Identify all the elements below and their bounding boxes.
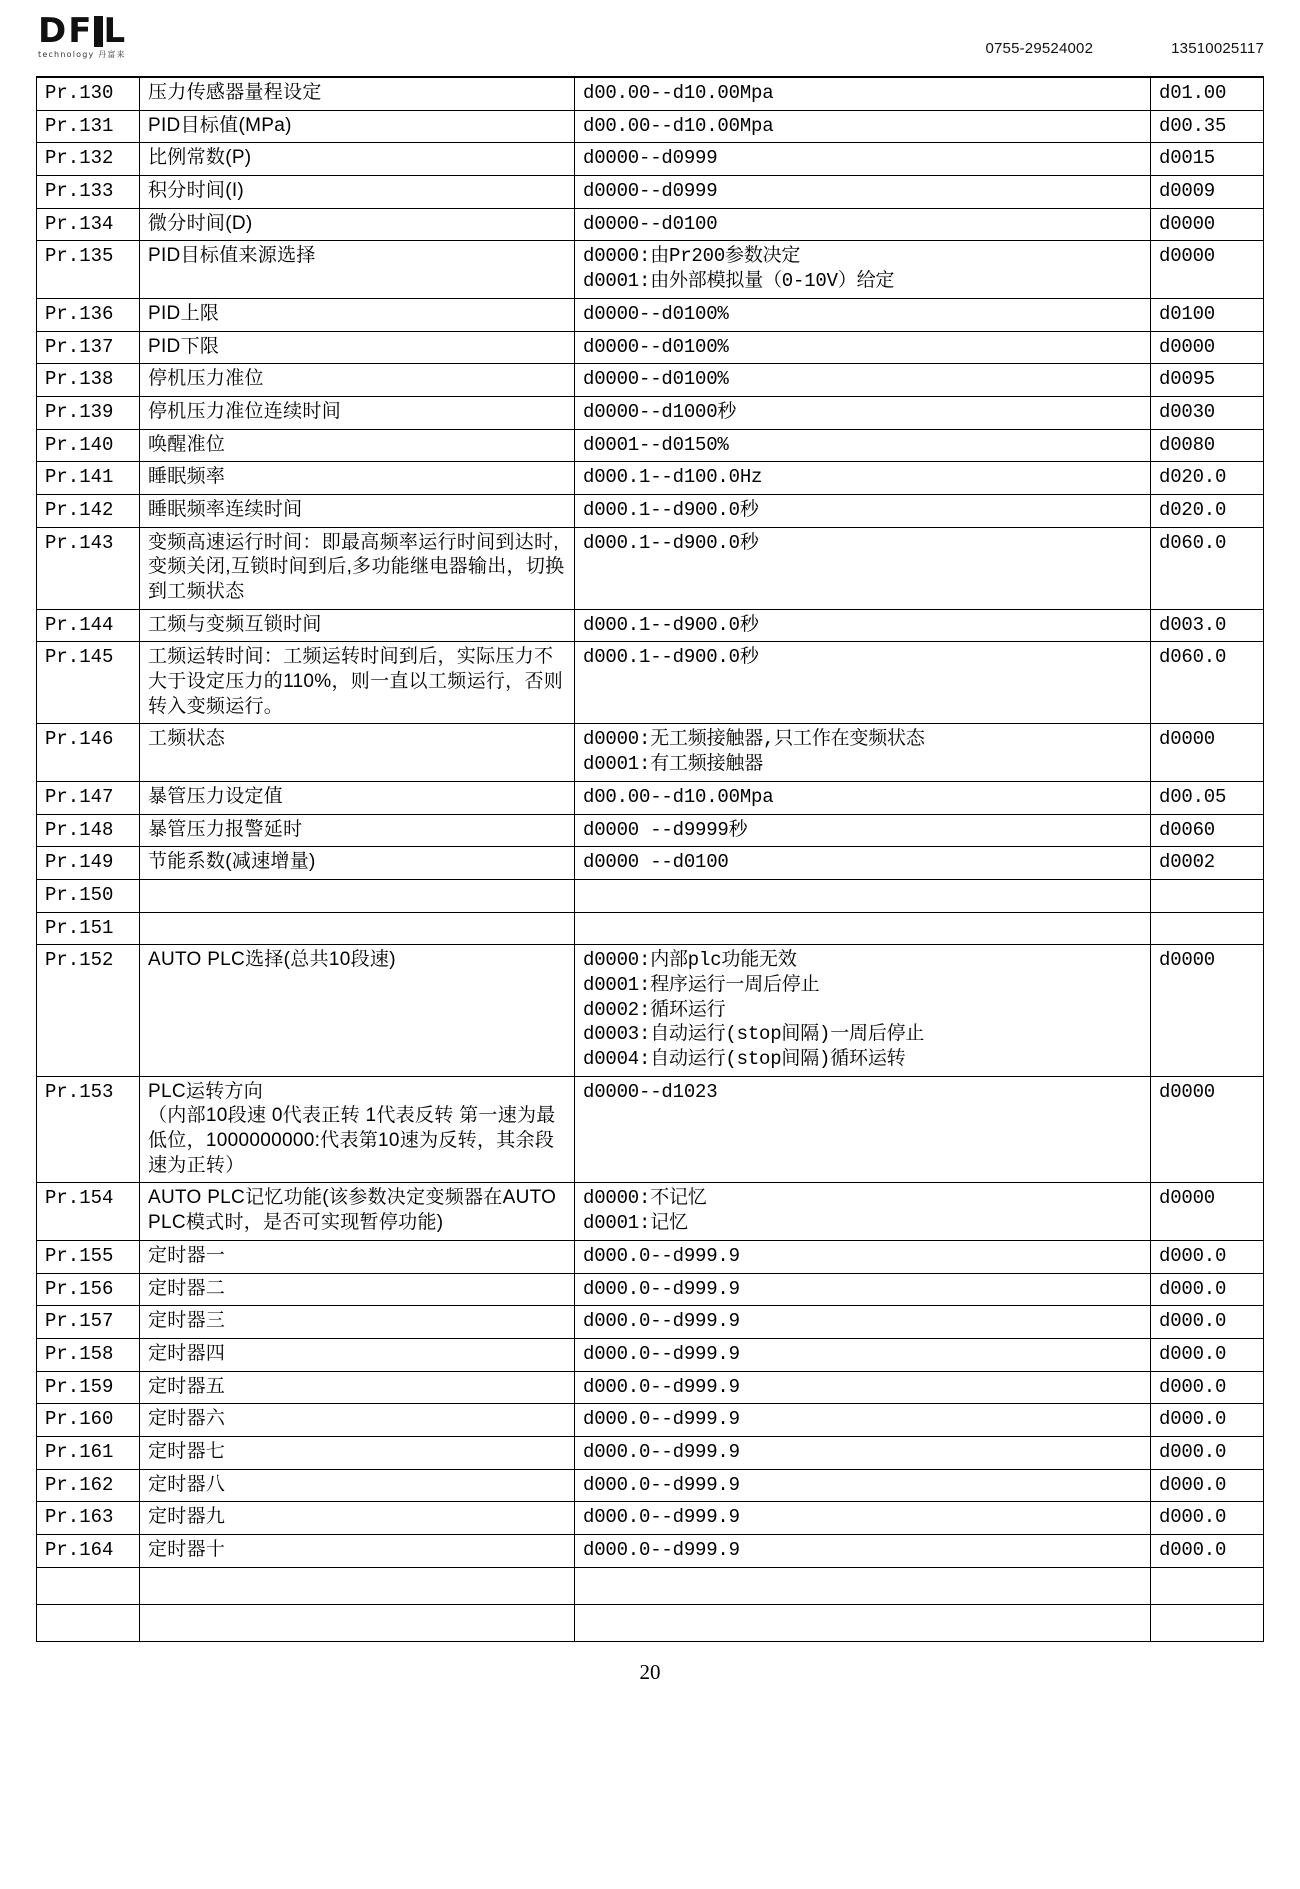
param-code: Pr.156 bbox=[37, 1273, 140, 1306]
param-code: Pr.134 bbox=[37, 208, 140, 241]
param-name: 定时器二 bbox=[140, 1273, 575, 1306]
param-code: Pr.132 bbox=[37, 143, 140, 176]
page-header bbox=[36, 11, 1264, 70]
param-name: 睡眠频率 bbox=[140, 462, 575, 495]
param-name: PLC运转方向 （内部10段速 0代表正转 1代表反转 第一速为最低位，1000000000:代表第10速为反转，其余段速为正转） bbox=[140, 1076, 575, 1183]
param-range: d0000:内部plc功能无效 d0001:程序运行一周后停止 d0002:循环运行 d0003:自动运行(stop间隔)一周后停止 d0004:自动运行(stop间隔)循环运转 bbox=[575, 945, 1151, 1076]
param-name: 停机压力准位 bbox=[140, 364, 575, 397]
parameter-table-body bbox=[37, 78, 1264, 1642]
param-default: d0000 bbox=[1151, 724, 1264, 781]
param-name: PID下限 bbox=[140, 331, 575, 364]
table-row bbox=[37, 331, 1264, 364]
table-row bbox=[37, 1502, 1264, 1535]
param-range bbox=[575, 912, 1151, 945]
param-range: d000.0--d999.9 bbox=[575, 1404, 1151, 1437]
logo-bar bbox=[94, 16, 103, 47]
table-row bbox=[37, 1371, 1264, 1404]
param-range bbox=[575, 1604, 1151, 1641]
param-name: 定时器五 bbox=[140, 1371, 575, 1404]
param-code: Pr.158 bbox=[37, 1338, 140, 1371]
param-name: 工频状态 bbox=[140, 724, 575, 781]
page-footer: 20 bbox=[639, 1659, 661, 1684]
param-default: d060.0 bbox=[1151, 527, 1264, 609]
param-code: Pr.164 bbox=[37, 1535, 140, 1568]
param-name: 停机压力准位连续时间 bbox=[140, 396, 575, 429]
table-row bbox=[37, 1273, 1264, 1306]
param-range: d0000--d0100% bbox=[575, 298, 1151, 331]
table-row bbox=[37, 1567, 1264, 1604]
param-default: d0000 bbox=[1151, 208, 1264, 241]
param-name: 暴管压力报警延时 bbox=[140, 814, 575, 847]
param-code bbox=[37, 1604, 140, 1641]
param-code: Pr.138 bbox=[37, 364, 140, 397]
param-name bbox=[140, 1567, 575, 1604]
param-default: d0100 bbox=[1151, 298, 1264, 331]
param-range: d000.1--d900.0秒 bbox=[575, 527, 1151, 609]
param-code: Pr.153 bbox=[37, 1076, 140, 1183]
param-code: Pr.161 bbox=[37, 1436, 140, 1469]
param-range: d0000--d0100% bbox=[575, 364, 1151, 397]
param-code: Pr.163 bbox=[37, 1502, 140, 1535]
param-code: Pr.146 bbox=[37, 724, 140, 781]
param-code: Pr.130 bbox=[37, 78, 140, 111]
param-code: Pr.137 bbox=[37, 331, 140, 364]
contact-phone: 0755-29524002 bbox=[985, 40, 1094, 57]
param-default: d0000 bbox=[1151, 1183, 1264, 1240]
param-code: Pr.152 bbox=[37, 945, 140, 1076]
param-range: d0000:不记忆 d0001:记忆 bbox=[575, 1183, 1151, 1240]
param-default: d00.35 bbox=[1151, 110, 1264, 143]
param-range: d0000--d0100% bbox=[575, 331, 1151, 364]
param-name: AUTO PLC选择(总共10段速) bbox=[140, 945, 575, 1076]
param-range: d0000--d0999 bbox=[575, 176, 1151, 209]
table-row bbox=[37, 1404, 1264, 1437]
param-default: d000.0 bbox=[1151, 1306, 1264, 1339]
table-row bbox=[37, 429, 1264, 462]
param-range: d0001--d0150% bbox=[575, 429, 1151, 462]
param-code: Pr.160 bbox=[37, 1404, 140, 1437]
table-row bbox=[37, 241, 1264, 298]
param-default: d0060 bbox=[1151, 814, 1264, 847]
param-name: 定时器十 bbox=[140, 1535, 575, 1568]
param-default: d000.0 bbox=[1151, 1404, 1264, 1437]
param-default: d000.0 bbox=[1151, 1371, 1264, 1404]
param-range: d000.0--d999.9 bbox=[575, 1535, 1151, 1568]
param-name: 定时器六 bbox=[140, 1404, 575, 1437]
table-row bbox=[37, 143, 1264, 176]
param-range: d0000:由Pr200参数决定 d0001:由外部模拟量（0-10V）给定 bbox=[575, 241, 1151, 298]
param-range: d000.1--d900.0秒 bbox=[575, 609, 1151, 642]
param-code: Pr.143 bbox=[37, 527, 140, 609]
table-row bbox=[37, 1240, 1264, 1273]
param-code: Pr.154 bbox=[37, 1183, 140, 1240]
param-code: Pr.147 bbox=[37, 781, 140, 814]
table-row bbox=[37, 1436, 1264, 1469]
param-range: d00.00--d10.00Mpa bbox=[575, 78, 1151, 111]
param-name: 定时器九 bbox=[140, 1502, 575, 1535]
param-code: Pr.150 bbox=[37, 879, 140, 912]
param-name: 工频与变频互锁时间 bbox=[140, 609, 575, 642]
param-name: 暴管压力设定值 bbox=[140, 781, 575, 814]
param-default: d000.0 bbox=[1151, 1535, 1264, 1568]
param-name: 工频运转时间：工频运转时间到后，实际压力不大于设定压力的110%，则一直以工频运行，否则转入变频运行。 bbox=[140, 642, 575, 724]
param-range: d0000 --d9999秒 bbox=[575, 814, 1151, 847]
table-row bbox=[37, 110, 1264, 143]
param-name: 定时器八 bbox=[140, 1469, 575, 1502]
brand-logo bbox=[36, 11, 188, 60]
table-row bbox=[37, 364, 1264, 397]
param-range: d000.0--d999.9 bbox=[575, 1502, 1151, 1535]
param-name: 定时器四 bbox=[140, 1338, 575, 1371]
table-row bbox=[37, 176, 1264, 209]
param-default: d000.0 bbox=[1151, 1240, 1264, 1273]
param-code: Pr.162 bbox=[37, 1469, 140, 1502]
table-row bbox=[37, 945, 1264, 1076]
param-name: PID上限 bbox=[140, 298, 575, 331]
table-row bbox=[37, 642, 1264, 724]
logo-subtitle: technology 丹富来 bbox=[38, 50, 126, 59]
table-row bbox=[37, 1338, 1264, 1371]
param-range: d000.1--d100.0Hz bbox=[575, 462, 1151, 495]
table-row bbox=[37, 814, 1264, 847]
param-default: d0009 bbox=[1151, 176, 1264, 209]
table-row bbox=[37, 847, 1264, 880]
table-row bbox=[37, 208, 1264, 241]
param-code: Pr.149 bbox=[37, 847, 140, 880]
param-default: d000.0 bbox=[1151, 1469, 1264, 1502]
param-range: d000.0--d999.9 bbox=[575, 1273, 1151, 1306]
table-row bbox=[37, 1183, 1264, 1240]
param-range: d000.1--d900.0秒 bbox=[575, 642, 1151, 724]
param-code bbox=[37, 1567, 140, 1604]
param-name: 比例常数(P) bbox=[140, 143, 575, 176]
param-name bbox=[140, 912, 575, 945]
param-default bbox=[1151, 879, 1264, 912]
param-code: Pr.155 bbox=[37, 1240, 140, 1273]
param-name: AUTO PLC记忆功能(该参数决定变频器在AUTO PLC模式时，是否可实现暂停功能) bbox=[140, 1183, 575, 1240]
param-code: Pr.151 bbox=[37, 912, 140, 945]
param-default: d01.00 bbox=[1151, 78, 1264, 111]
param-default: d000.0 bbox=[1151, 1502, 1264, 1535]
param-default: d0095 bbox=[1151, 364, 1264, 397]
param-default: d0000 bbox=[1151, 241, 1264, 298]
param-default: d003.0 bbox=[1151, 609, 1264, 642]
contact-mobile: 13510025117 bbox=[1171, 40, 1264, 57]
param-name: 积分时间(I) bbox=[140, 176, 575, 209]
param-code: Pr.144 bbox=[37, 609, 140, 642]
param-code: Pr.139 bbox=[37, 396, 140, 429]
param-range: d000.0--d999.9 bbox=[575, 1469, 1151, 1502]
param-range: d00.00--d10.00Mpa bbox=[575, 110, 1151, 143]
param-code: Pr.159 bbox=[37, 1371, 140, 1404]
table-row bbox=[37, 609, 1264, 642]
param-range: d0000:无工频接触器,只工作在变频状态 d0001:有工频接触器 bbox=[575, 724, 1151, 781]
param-code: Pr.142 bbox=[37, 494, 140, 527]
param-range: d00.00--d10.00Mpa bbox=[575, 781, 1151, 814]
logo-mark: DF L bbox=[38, 11, 128, 51]
param-default bbox=[1151, 1567, 1264, 1604]
param-code: Pr.140 bbox=[37, 429, 140, 462]
table-row bbox=[37, 781, 1264, 814]
parameter-table bbox=[36, 77, 1264, 1642]
param-range bbox=[575, 879, 1151, 912]
param-name: 变频高速运行时间：即最高频率运行时间到达时,变频关闭,互锁时间到后,多功能继电器输出，切换到工频状态 bbox=[140, 527, 575, 609]
param-code: Pr.133 bbox=[37, 176, 140, 209]
param-name: 压力传感器量程设定 bbox=[140, 78, 575, 111]
param-name: PID目标值(MPa) bbox=[140, 110, 575, 143]
param-default: d0002 bbox=[1151, 847, 1264, 880]
table-row bbox=[37, 1535, 1264, 1568]
param-range: d000.0--d999.9 bbox=[575, 1306, 1151, 1339]
param-default: d060.0 bbox=[1151, 642, 1264, 724]
param-code: Pr.148 bbox=[37, 814, 140, 847]
param-default: d020.0 bbox=[1151, 494, 1264, 527]
param-name: 睡眠频率连续时间 bbox=[140, 494, 575, 527]
param-default: d0030 bbox=[1151, 396, 1264, 429]
param-default: d00.05 bbox=[1151, 781, 1264, 814]
param-range: d0000--d0999 bbox=[575, 143, 1151, 176]
param-name bbox=[140, 879, 575, 912]
table-row bbox=[37, 298, 1264, 331]
param-code: Pr.131 bbox=[37, 110, 140, 143]
param-range: d000.1--d900.0秒 bbox=[575, 494, 1151, 527]
param-range bbox=[575, 1567, 1151, 1604]
table-row bbox=[37, 1306, 1264, 1339]
param-default: d000.0 bbox=[1151, 1436, 1264, 1469]
table-row bbox=[37, 912, 1264, 945]
header-contacts bbox=[985, 14, 1264, 57]
table-row bbox=[37, 527, 1264, 609]
param-default: d000.0 bbox=[1151, 1273, 1264, 1306]
param-range: d000.0--d999.9 bbox=[575, 1436, 1151, 1469]
param-name: 定时器一 bbox=[140, 1240, 575, 1273]
param-code: Pr.141 bbox=[37, 462, 140, 495]
param-code: Pr.145 bbox=[37, 642, 140, 724]
param-code: Pr.136 bbox=[37, 298, 140, 331]
table-row bbox=[37, 462, 1264, 495]
param-code: Pr.135 bbox=[37, 241, 140, 298]
param-code: Pr.157 bbox=[37, 1306, 140, 1339]
param-name bbox=[140, 1604, 575, 1641]
param-default: d0000 bbox=[1151, 1076, 1264, 1183]
param-name: 定时器七 bbox=[140, 1436, 575, 1469]
param-name: 微分时间(D) bbox=[140, 208, 575, 241]
table-row bbox=[37, 1469, 1264, 1502]
param-range: d0000 --d0100 bbox=[575, 847, 1151, 880]
param-default: d0000 bbox=[1151, 331, 1264, 364]
param-default: d0080 bbox=[1151, 429, 1264, 462]
table-row bbox=[37, 1076, 1264, 1183]
param-name: PID目标值来源选择 bbox=[140, 241, 575, 298]
table-row bbox=[37, 1604, 1264, 1641]
param-default: d020.0 bbox=[1151, 462, 1264, 495]
table-row bbox=[37, 396, 1264, 429]
param-name: 唤醒准位 bbox=[140, 429, 575, 462]
param-range: d0000--d1000秒 bbox=[575, 396, 1151, 429]
param-name: 定时器三 bbox=[140, 1306, 575, 1339]
param-default: d0000 bbox=[1151, 945, 1264, 1076]
table-row bbox=[37, 494, 1264, 527]
param-default bbox=[1151, 1604, 1264, 1641]
param-default: d000.0 bbox=[1151, 1338, 1264, 1371]
param-range: d0000--d1023 bbox=[575, 1076, 1151, 1183]
param-range: d000.0--d999.9 bbox=[575, 1240, 1151, 1273]
param-default bbox=[1151, 912, 1264, 945]
param-range: d0000--d0100 bbox=[575, 208, 1151, 241]
table-row bbox=[37, 879, 1264, 912]
param-name: 节能系数(减速增量) bbox=[140, 847, 575, 880]
param-range: d000.0--d999.9 bbox=[575, 1371, 1151, 1404]
table-row bbox=[37, 724, 1264, 781]
param-range: d000.0--d999.9 bbox=[575, 1338, 1151, 1371]
param-default: d0015 bbox=[1151, 143, 1264, 176]
table-row bbox=[37, 78, 1264, 111]
